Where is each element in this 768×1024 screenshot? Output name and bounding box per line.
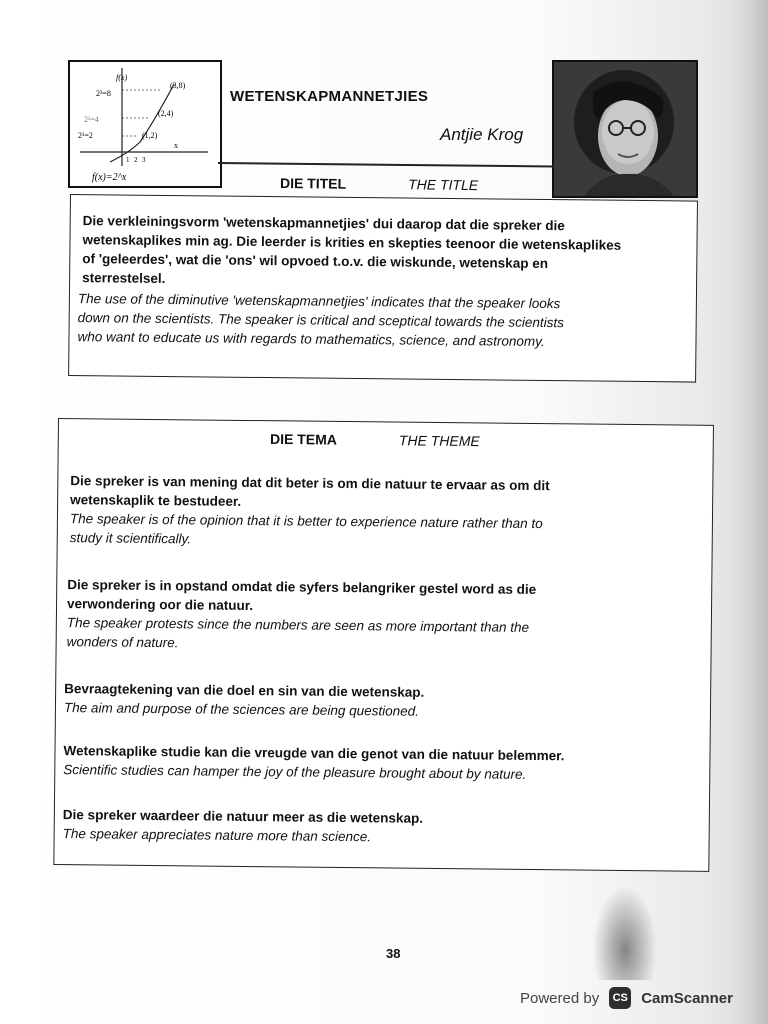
- theme-item-af-line: Die spreker waardeer die natuur meer as die wetenskap.: [62, 807, 424, 826]
- graph-label-2-first: 2¹=2: [78, 131, 93, 140]
- graph-label-2-squared: 2²=4: [84, 115, 99, 124]
- author-name: Antjie Krog: [440, 125, 524, 144]
- graph-label-fx: f(x): [116, 73, 128, 82]
- graph-label-x: x: [174, 141, 178, 150]
- theme-item-en-line: Scientific studies can hamper the joy of the pleasure brought about by nature.: [63, 762, 527, 782]
- page-number: 38: [386, 946, 401, 961]
- graph-label-point-3-8: (3,8): [170, 81, 186, 90]
- theme-item-af-line: Wetenskaplike studie kan die vreugde van die genot van die natuur belemmer.: [63, 743, 565, 764]
- powered-by-label: Powered by: [520, 989, 600, 1007]
- graph-label-2-cubed: 2³=8: [96, 89, 111, 98]
- camscanner-brand-name: CamScanner: [641, 989, 733, 1007]
- title-af-paragraph: [82, 211, 622, 293]
- title-heading-af: DIE TITEL: [279, 174, 347, 192]
- theme-section-box: [53, 418, 714, 872]
- title-en-paragraph: [77, 289, 564, 351]
- exponential-graph-illustration: [68, 60, 222, 188]
- title-en-line: who want to educate us with regards to mathematics, science, and astronomy.: [77, 329, 545, 349]
- graph-tick-2: 2: [134, 156, 138, 164]
- theme-item-af-line: verwondering oor die natuur.: [66, 596, 254, 614]
- author-photo: [552, 60, 698, 198]
- graph-caption: f(x)=2^x: [92, 172, 127, 183]
- theme-item-en-line: The speaker is of the opinion that it is better to experience nature rather than to: [69, 511, 543, 532]
- theme-item-3: [64, 679, 425, 721]
- title-af-line: Die verkleiningsvorm 'wetenskapmannetjies' dui daarop dat die spreker die: [82, 213, 565, 234]
- title-en-line: down on the scientists. The speaker is critical and sceptical towards the scientists: [77, 310, 564, 331]
- theme-item-1: [70, 471, 550, 552]
- title-af-line: sterrestelsel.: [82, 270, 166, 287]
- theme-item-en-line: The speaker protests since the numbers are seen as more important than the: [66, 615, 530, 635]
- page-fold-shadow: [738, 0, 768, 1024]
- theme-item-5: [63, 805, 424, 847]
- theme-item-af-line: Die spreker is van mening dat dit beter is om die natuur te ervaar as om dit: [70, 473, 550, 494]
- title-af-line: wetenskaplikes min ag. Die leerder is krities en skepties teenoor die wetenskaplikes: [82, 232, 622, 253]
- theme-item-af-line: Bevraagtekening van die doel en sin van die wetenskap.: [64, 681, 425, 700]
- theme-item-en-line: study it scientifically.: [69, 530, 192, 547]
- scan-shadow: [590, 880, 660, 980]
- camscanner-logo-icon: CS: [609, 987, 631, 1009]
- title-section-box: [68, 194, 698, 383]
- theme-item-en-line: The speaker appreciates nature more than science.: [62, 826, 372, 845]
- title-section-heading: [280, 175, 478, 193]
- title-af-line: of 'geleerdes', wat die 'ons' wil opvoed t.o.v. die wiskunde, wetenskap en: [82, 251, 549, 272]
- theme-item-af-line: Die spreker is in opstand omdat die syfers belangriker gestel word as die: [67, 577, 537, 598]
- scanner-watermark: [520, 985, 733, 1011]
- graph-tick-3: 3: [142, 156, 146, 164]
- title-heading-en: THE TITLE: [408, 176, 479, 194]
- theme-item-4: [63, 741, 564, 784]
- theme-section-heading: [270, 431, 480, 449]
- header-divider: [218, 162, 554, 168]
- theme-item-af-line: wetenskaplik te bestudeer.: [70, 492, 242, 509]
- theme-heading-af: DIE TEMA: [269, 430, 337, 448]
- theme-item-en-line: The aim and purpose of the sciences are being questioned.: [63, 700, 420, 719]
- theme-item-en-line: wonders of nature.: [66, 634, 179, 651]
- theme-heading-en: THE THEME: [398, 432, 480, 450]
- theme-item-2: [67, 575, 537, 656]
- poem-title: WETENSKAPMANNETJIES: [230, 88, 429, 105]
- title-en-line: The use of the diminutive 'wetenskapmannetjies' indicates that the speaker looks: [77, 291, 561, 312]
- graph-label-point-2-4: (2,4): [158, 109, 174, 118]
- graph-tick-1: 1: [126, 156, 130, 164]
- graph-label-point-1-2: (1,2): [142, 131, 158, 140]
